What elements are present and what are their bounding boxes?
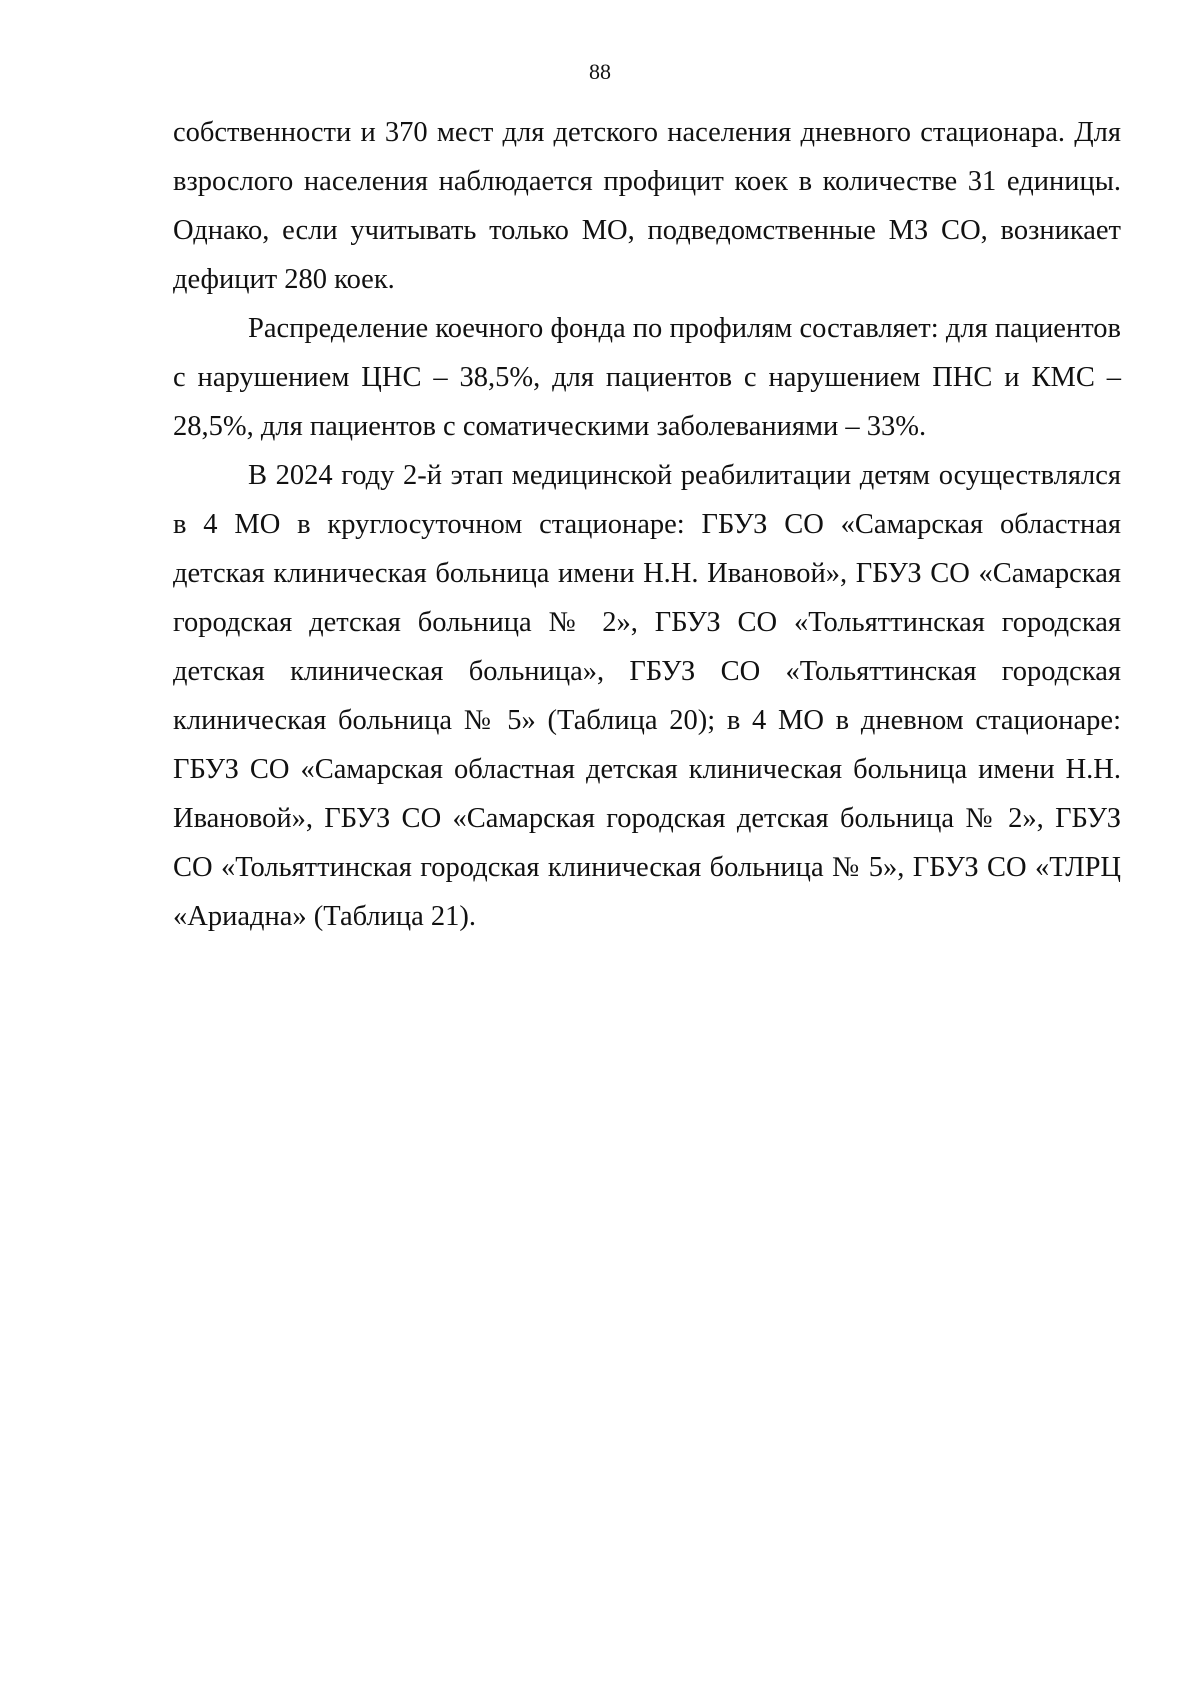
paragraph-continuation: собственности и 370 мест для детского населения дневного стационара. Для взрослого населения наблюдается профицит коек в количестве 31 единицы. Однако, если учитывать только МО, подведомственные МЗ СО, возникает дефицит 280 коек. — [173, 117, 1121, 295]
paragraph-bed-distribution: Распределение коечного фонда по профилям составляет: для пациентов с нарушением ЦНС – 38,5%, для пациентов с нарушением ПНС и КМС – 28,5%, для пациентов с соматическими заболеваниями – 33%. — [173, 313, 1121, 442]
document-body — [173, 108, 1121, 941]
page-number: 88 — [589, 59, 611, 84]
paragraph-rehabilitation-2024: В 2024 году 2-й этап медицинской реабилитации детям осуществлялся в 4 МО в круглосуточном стационаре: ГБУЗ СО «Самарская областная детская клиническая больница имени Н.Н. Ивановой», ГБУЗ СО «Самарская городская детская больница № 2», ГБУЗ СО «Тольяттинская городская детская клиническая больница», ГБУЗ СО «Тольяттинская городская клиническая больница № 5» (Таблица 20); в 4 МО в дневном стационаре: ГБУЗ СО «Самарская областная детская клиническая больница имени Н.Н. Ивановой», ГБУЗ СО «Самарская городская детская больница № 2», ГБУЗ СО «Тольяттинская городская клиническая больница № 5», ГБУЗ СО «ТЛРЦ «Ариадна» (Таблица 21). — [173, 460, 1121, 932]
